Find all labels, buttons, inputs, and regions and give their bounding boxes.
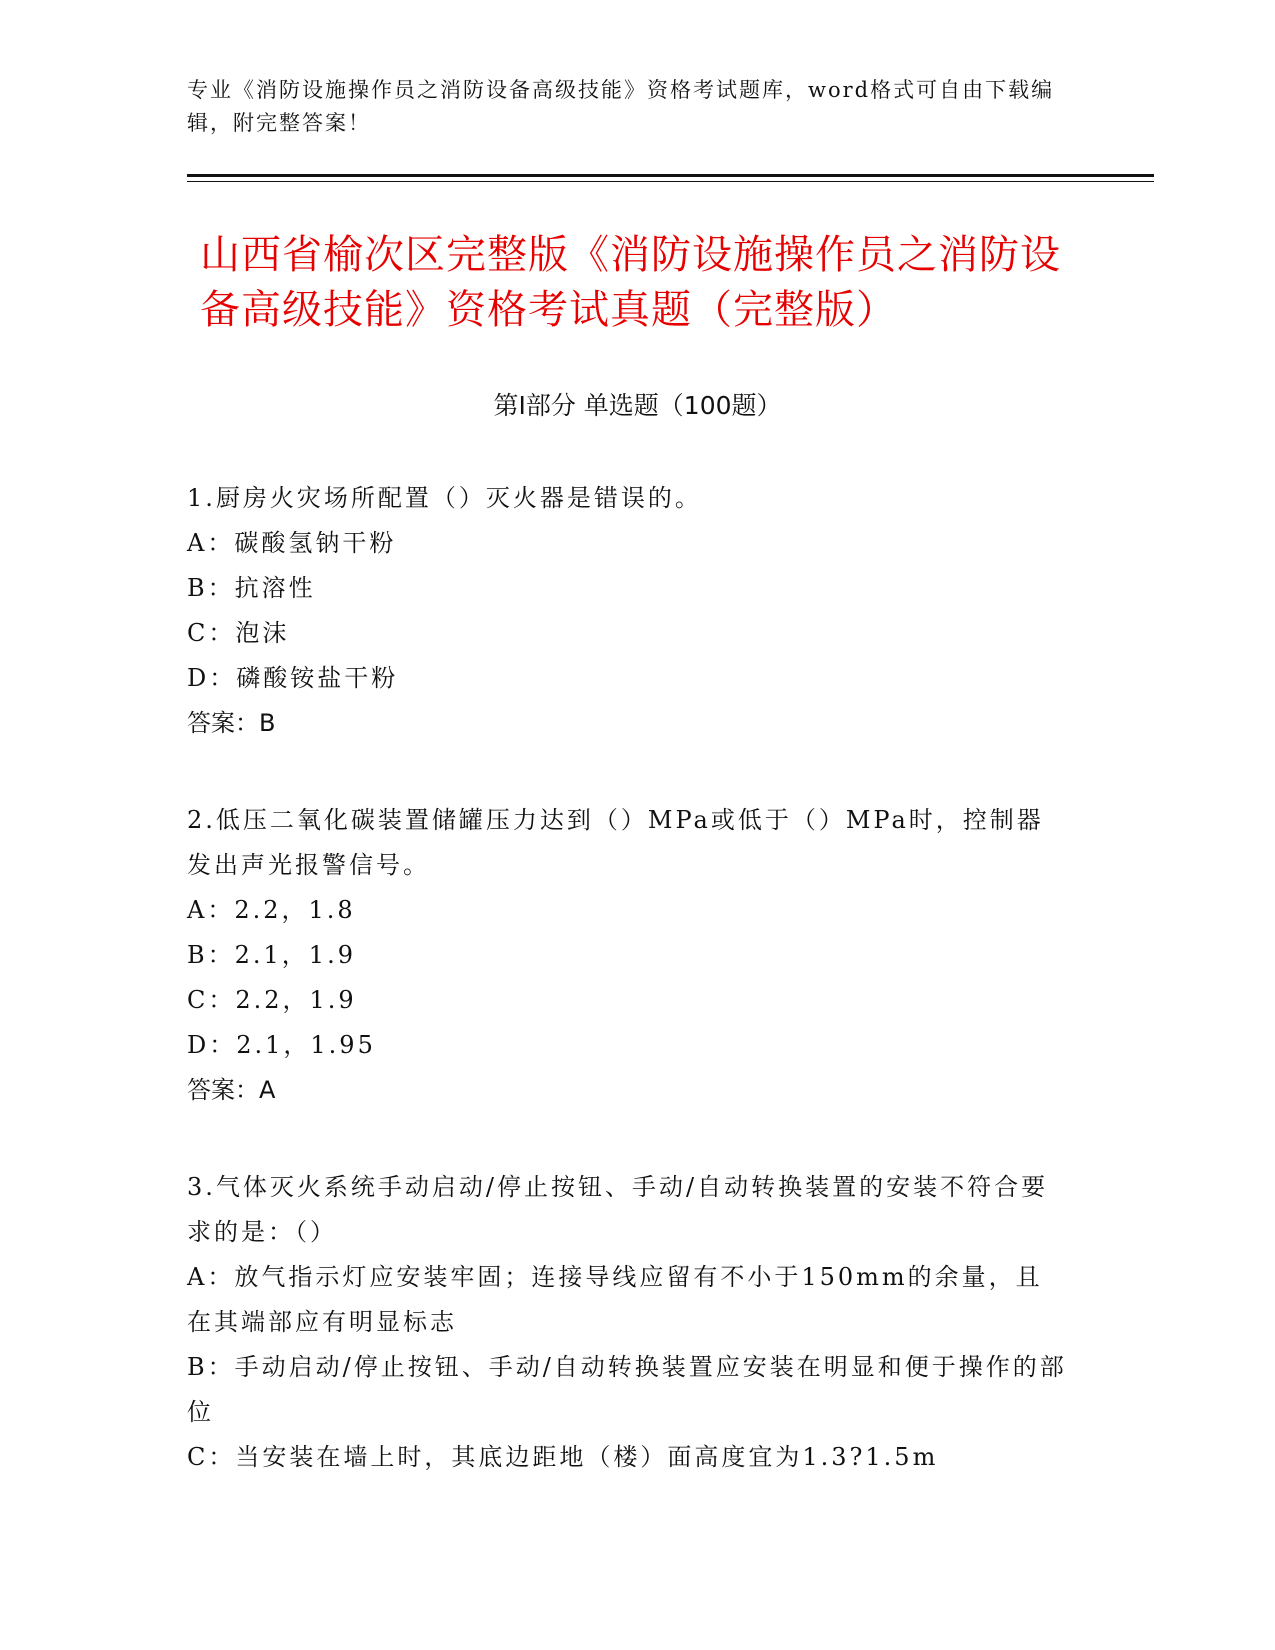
question-stem: 2.低压二氧化碳装置储罐压力达到（）MPa或低于（）MPa时，控制器发出声光报警信号。	[187, 806, 1044, 879]
option-a: A：放气指示灯应安装牢固；连接导线应留有不小于150mm的余量，且在其端部应有明显标志	[187, 1263, 1043, 1336]
answer-line: 答案：A	[187, 1076, 276, 1104]
answer-line: 答案：B	[187, 709, 276, 737]
question-stem: 3.气体灭火系统手动启动/停止按钮、手动/自动转换装置的安装不符合要求的是：（）	[187, 1173, 1049, 1246]
option-d: D：磷酸铵盐干粉	[187, 664, 399, 692]
header-divider-thin	[187, 181, 1154, 182]
option-b: B：手动启动/停止按钮、手动/自动转换装置应安装在明显和便于操作的部位	[187, 1353, 1067, 1426]
option-a: A：2.2，1.8	[187, 896, 356, 924]
question-stem: 1.厨房火灾场所配置（）灭火器是错误的。	[187, 484, 702, 512]
header-divider-thick	[187, 174, 1154, 177]
option-c: C：泡沫	[187, 619, 290, 647]
option-d: D：2.1，1.95	[187, 1031, 376, 1059]
question-3	[187, 1165, 1067, 1480]
header-note: 专业《消防设施操作员之消防设备高级技能》资格考试题库，word格式可自由下载编辑，附完整答案！	[187, 78, 1055, 135]
question-1	[187, 476, 1067, 746]
section-heading: 第I部分 单选题（100题）	[493, 391, 782, 420]
option-c: C：当安装在墙上时，其底边距地（楼）面高度宜为1.3?1.5m	[187, 1443, 939, 1471]
question-list	[187, 476, 1067, 1532]
question-2	[187, 798, 1067, 1113]
option-b: B：抗溶性	[187, 574, 316, 602]
option-a: A：碳酸氢钠干粉	[187, 529, 397, 557]
option-b: B：2.1，1.9	[187, 941, 356, 969]
document-title: 山西省榆次区完整版《消防设施操作员之消防设备高级技能》资格考试真题（完整版）	[200, 232, 1061, 333]
option-c: C：2.2，1.9	[187, 986, 357, 1014]
